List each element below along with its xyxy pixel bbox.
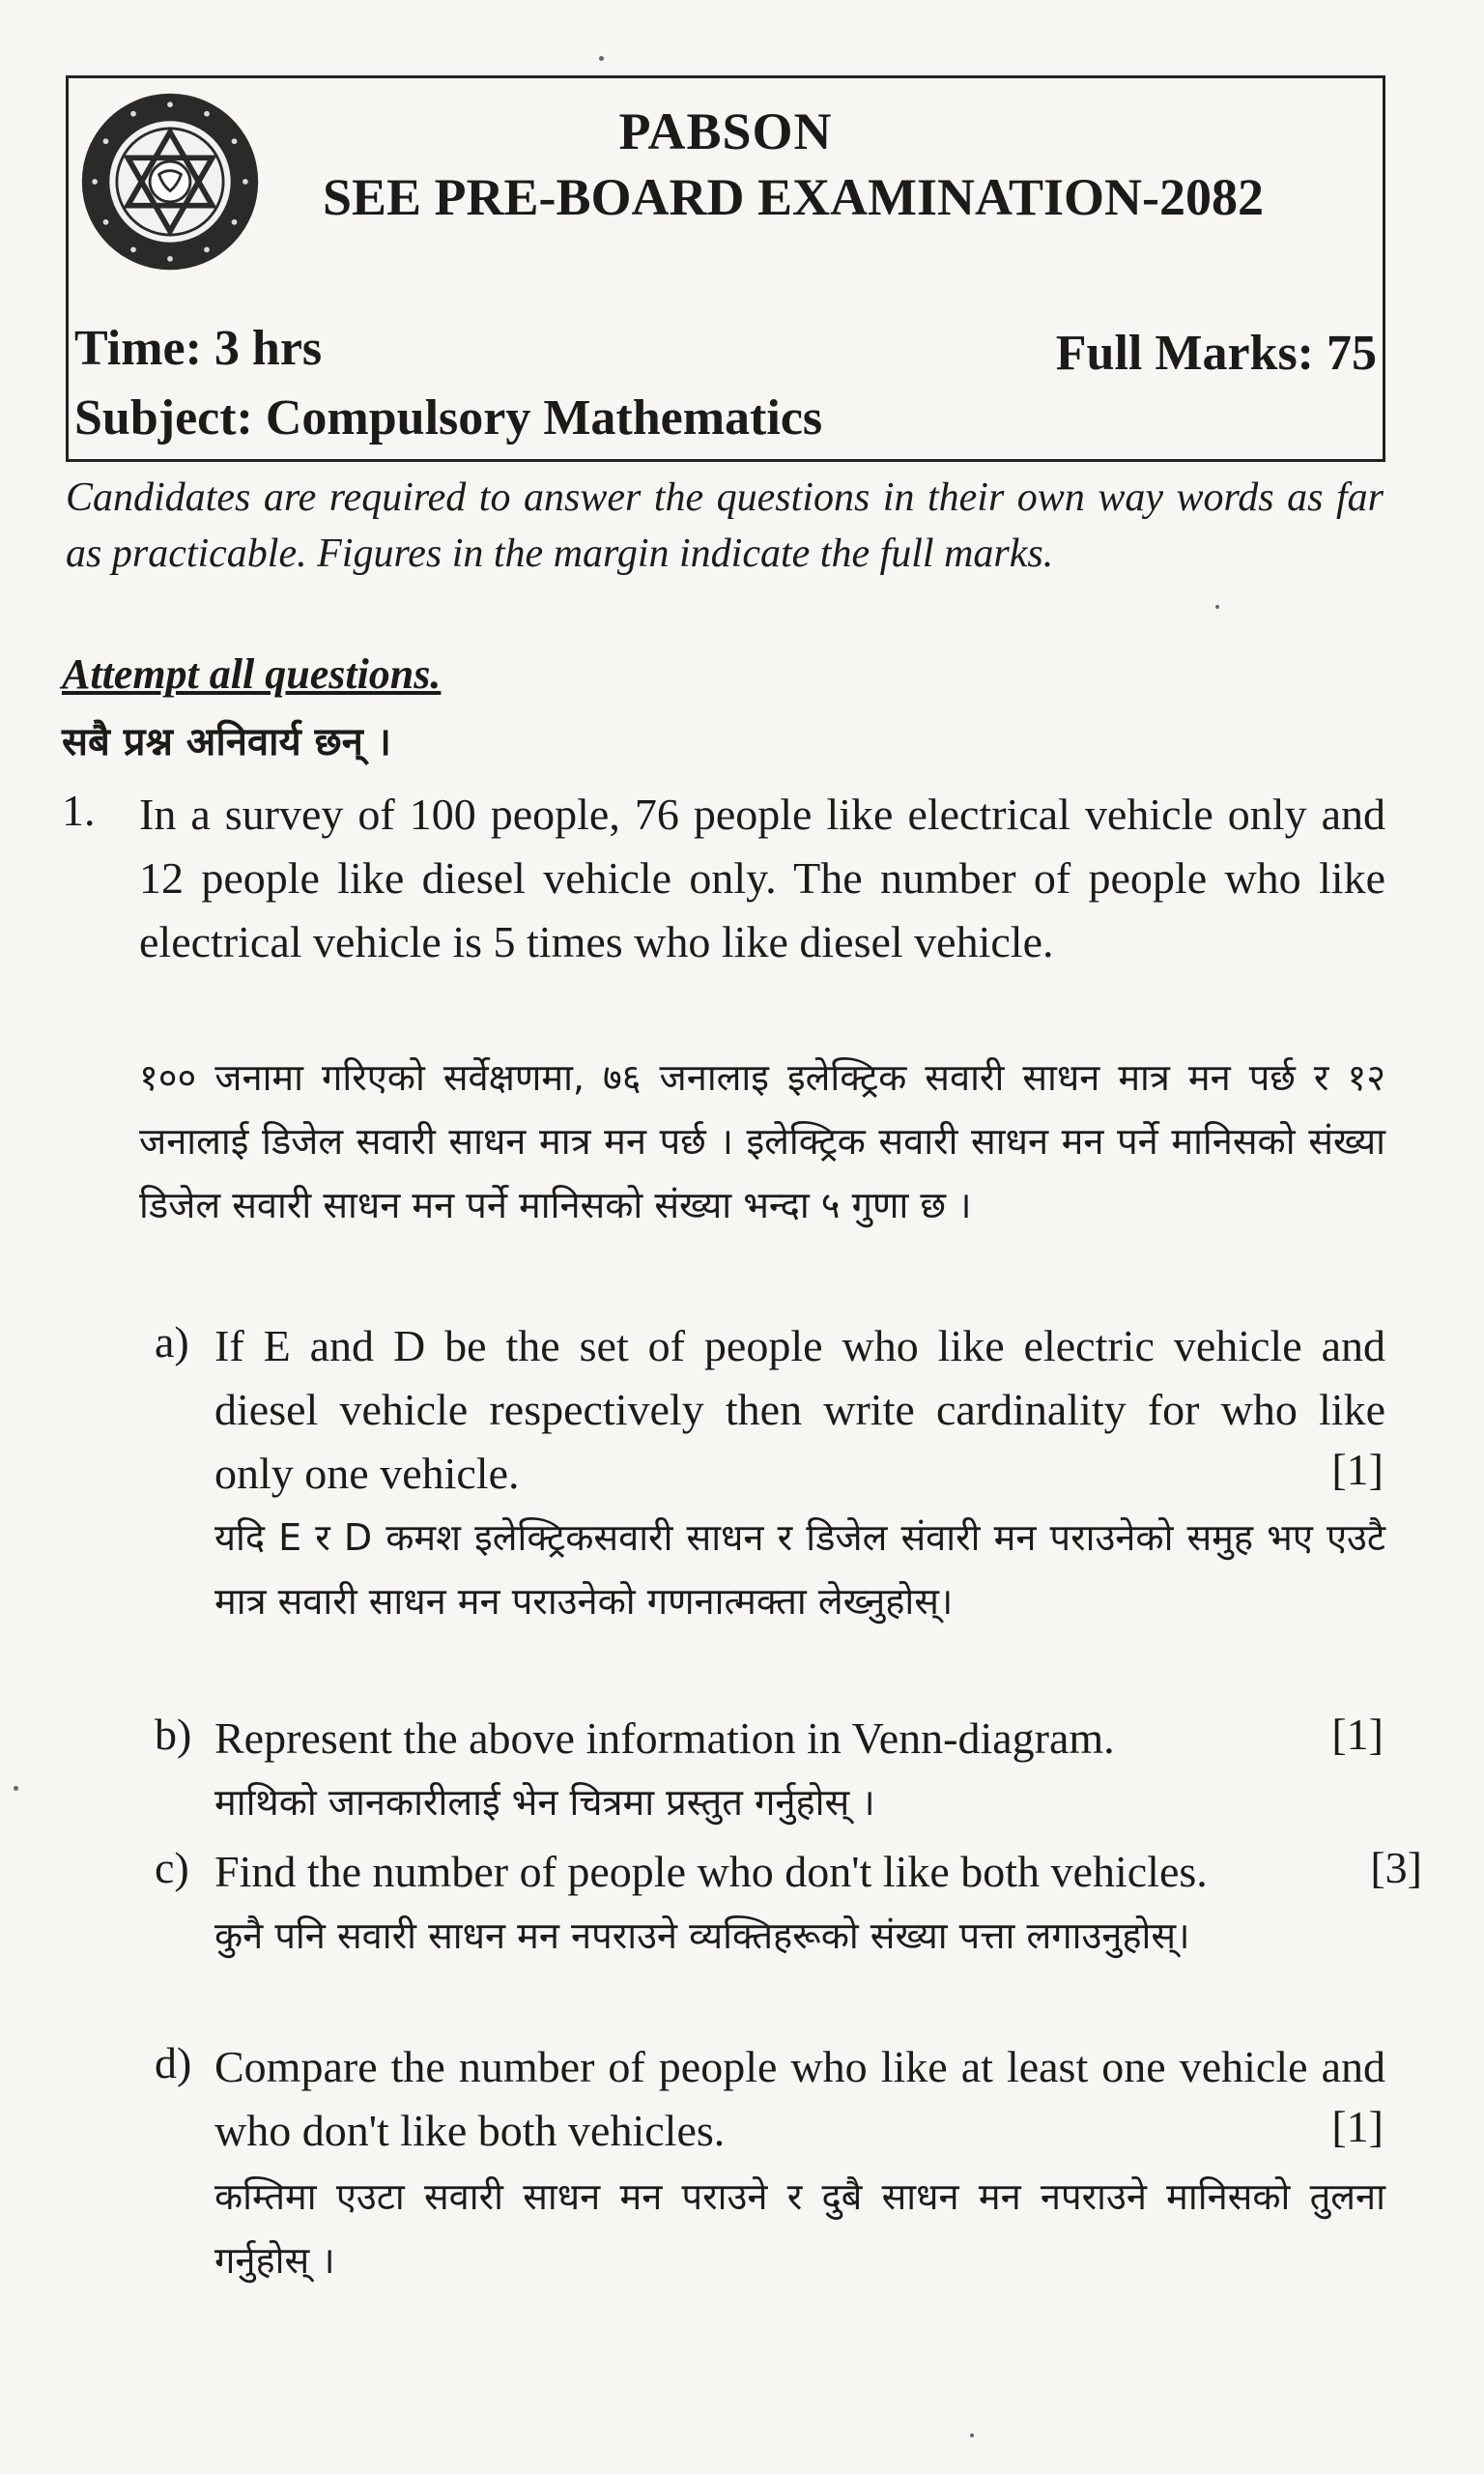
subject: Subject: Compulsory Mathematics	[74, 390, 823, 446]
school-name: PABSON	[618, 102, 833, 160]
question-number: 1.	[62, 786, 96, 835]
exam-title: SEE PRE-BOARD EXAMINATION-2082	[322, 168, 1265, 226]
part-c-text-np: कुनै पनि सवारी साधन मन नपराउने व्यक्तिहरूको संख्या पत्ता लगाउनुहोस्।	[214, 1914, 1190, 1957]
part-b-marks: [1]	[1331, 1710, 1384, 1759]
part-d-label: d)	[155, 2038, 192, 2087]
attempt-all-en: Attempt all questions.	[62, 650, 442, 698]
exam-time: Time: 3 hrs	[74, 321, 323, 376]
part-a-text-np: यदि E र D कमश इलेक्ट्रिकसवारी साधन र डिजेल संवारी मन पराउनेको समुह भए एउटै मात्र सवारी साधन मन पराउनेको गणनात्मक्ता लेख्नुहोस्।	[214, 1516, 1385, 1623]
scan-speck	[599, 56, 604, 61]
header-box	[66, 75, 1385, 462]
part-c-text-en: Find the number of people who don't like both vehicles.	[214, 1847, 1208, 1896]
part-d-marks: [1]	[1331, 2102, 1384, 2151]
question-text-en: In a survey of 100 people, 76 people like electrical vehicle only and 12 people like diesel vehicle only. The number of people who like electrical vehicle is 5 times who like diesel vehicle.	[139, 790, 1385, 966]
part-c-label: c)	[155, 1843, 189, 1892]
part-a-label: a)	[155, 1317, 189, 1366]
part-b-text-np: माथिको जानकारीलाई भेन चित्रमा प्रस्तुत गर्नुहोस् ।	[214, 1781, 875, 1824]
part-d-text-en: Compare the number of people who like at least one vehicle and who don't like both vehicles.	[214, 2042, 1385, 2155]
scan-speck	[970, 2433, 974, 2437]
instructions: Candidates are required to answer the questions in their own way words as far as practicable. Figures in the margin indicate the full marks.	[66, 475, 1384, 576]
part-b-text-en: Represent the above information in Venn-diagram.	[214, 1713, 1115, 1763]
part-c-marks: [3]	[1370, 1843, 1422, 1892]
part-a-marks: [1]	[1331, 1445, 1384, 1494]
part-b-label: b)	[155, 1710, 192, 1759]
scan-speck	[14, 1786, 18, 1791]
question-text-np: १०० जनामा गरिएको सर्वेक्षणमा, ७६ जनालाइ इलेक्ट्रिक सवारी साधन मात्र मन पर्छ र १२ जनालाई डिजेल सवारी साधन मात्र मन पर्छ । इलेक्ट्रिक सवारी साधन मन पर्ने मानिसको संख्या डिजेल सवारी साधन मन पर्ने मानिसको संख्या भन्दा ५ गुणा छ ।	[139, 1056, 1385, 1226]
part-a-text-en: If E and D be the set of people who like electric vehicle and diesel vehicle respectively then write cardinality for who like only one vehicle.	[214, 1321, 1385, 1498]
attempt-all-np: सबै प्रश्न अनिवार्य छन् ।	[62, 720, 391, 764]
full-marks: Full Marks: 75	[1055, 326, 1377, 381]
part-d-text-np: कम्तिमा एउटा सवारी साधन मन पराउने र दुबै साधन मन नपराउने मानिसको तुलना गर्नुहोस् ।	[214, 2175, 1385, 2282]
scan-speck	[1215, 605, 1219, 609]
